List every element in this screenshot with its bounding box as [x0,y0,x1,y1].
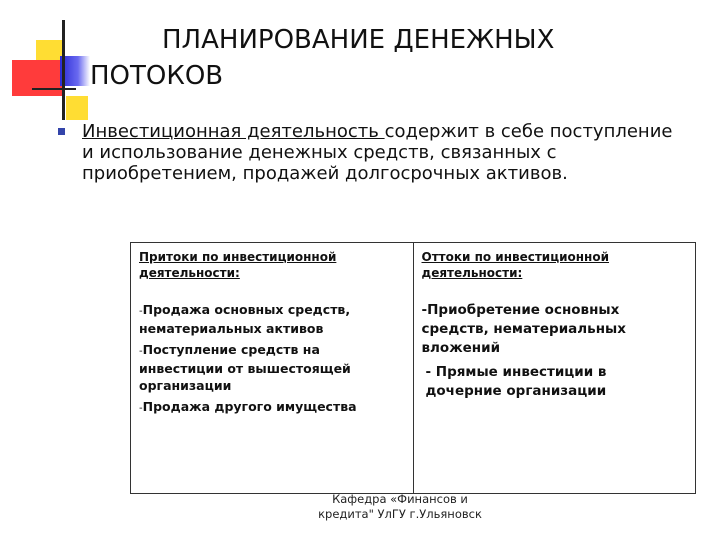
outflows-header: Оттоки по инвестиционной деятельности: [421,250,609,280]
inflow-item: -Продажа другого имущества [139,399,357,414]
outflows-column [413,243,696,493]
slide-title [90,22,650,94]
cash-flow-table [130,242,696,494]
bullet-paragraph [82,121,682,184]
slide-footer [280,492,520,522]
inflow-item: -Поступление средств на инвестиции от вышестоящей организации [139,342,351,393]
inflows-column [131,243,413,493]
bullet-lead-term: Инвестиционная деятельность [82,121,385,142]
bullet-body-text: содержит в себе поступление и использование денежных средств, связанных с приобретением, продажей долгосрочных активов. [82,121,673,184]
bullet-square-icon [58,128,65,135]
slide-title-line2: ПОТОКОВ [90,61,224,91]
decor-horizontal-line [32,88,76,90]
outflow-item: -Приобретение основных средств, нематериальных вложений [421,302,626,356]
footer-line1: Кафедра «Финансов и [332,492,468,506]
slide-title-line1: ПЛАНИРОВАНИЕ ДЕНЕЖНЫХ [162,25,555,55]
decor-yellow-square-small [66,96,88,120]
footer-line2: кредита" УлГУ г.Ульяновск [318,507,482,521]
inflow-item: -Продажа основных средств, нематериальных активов [139,302,351,336]
decor-vertical-line [62,20,65,120]
decor-red-square [12,60,62,96]
outflow-item: - Прямые инвестиции в дочерние организации [425,364,607,399]
inflows-header: Притоки по инвестиционной деятельности: [139,250,337,280]
